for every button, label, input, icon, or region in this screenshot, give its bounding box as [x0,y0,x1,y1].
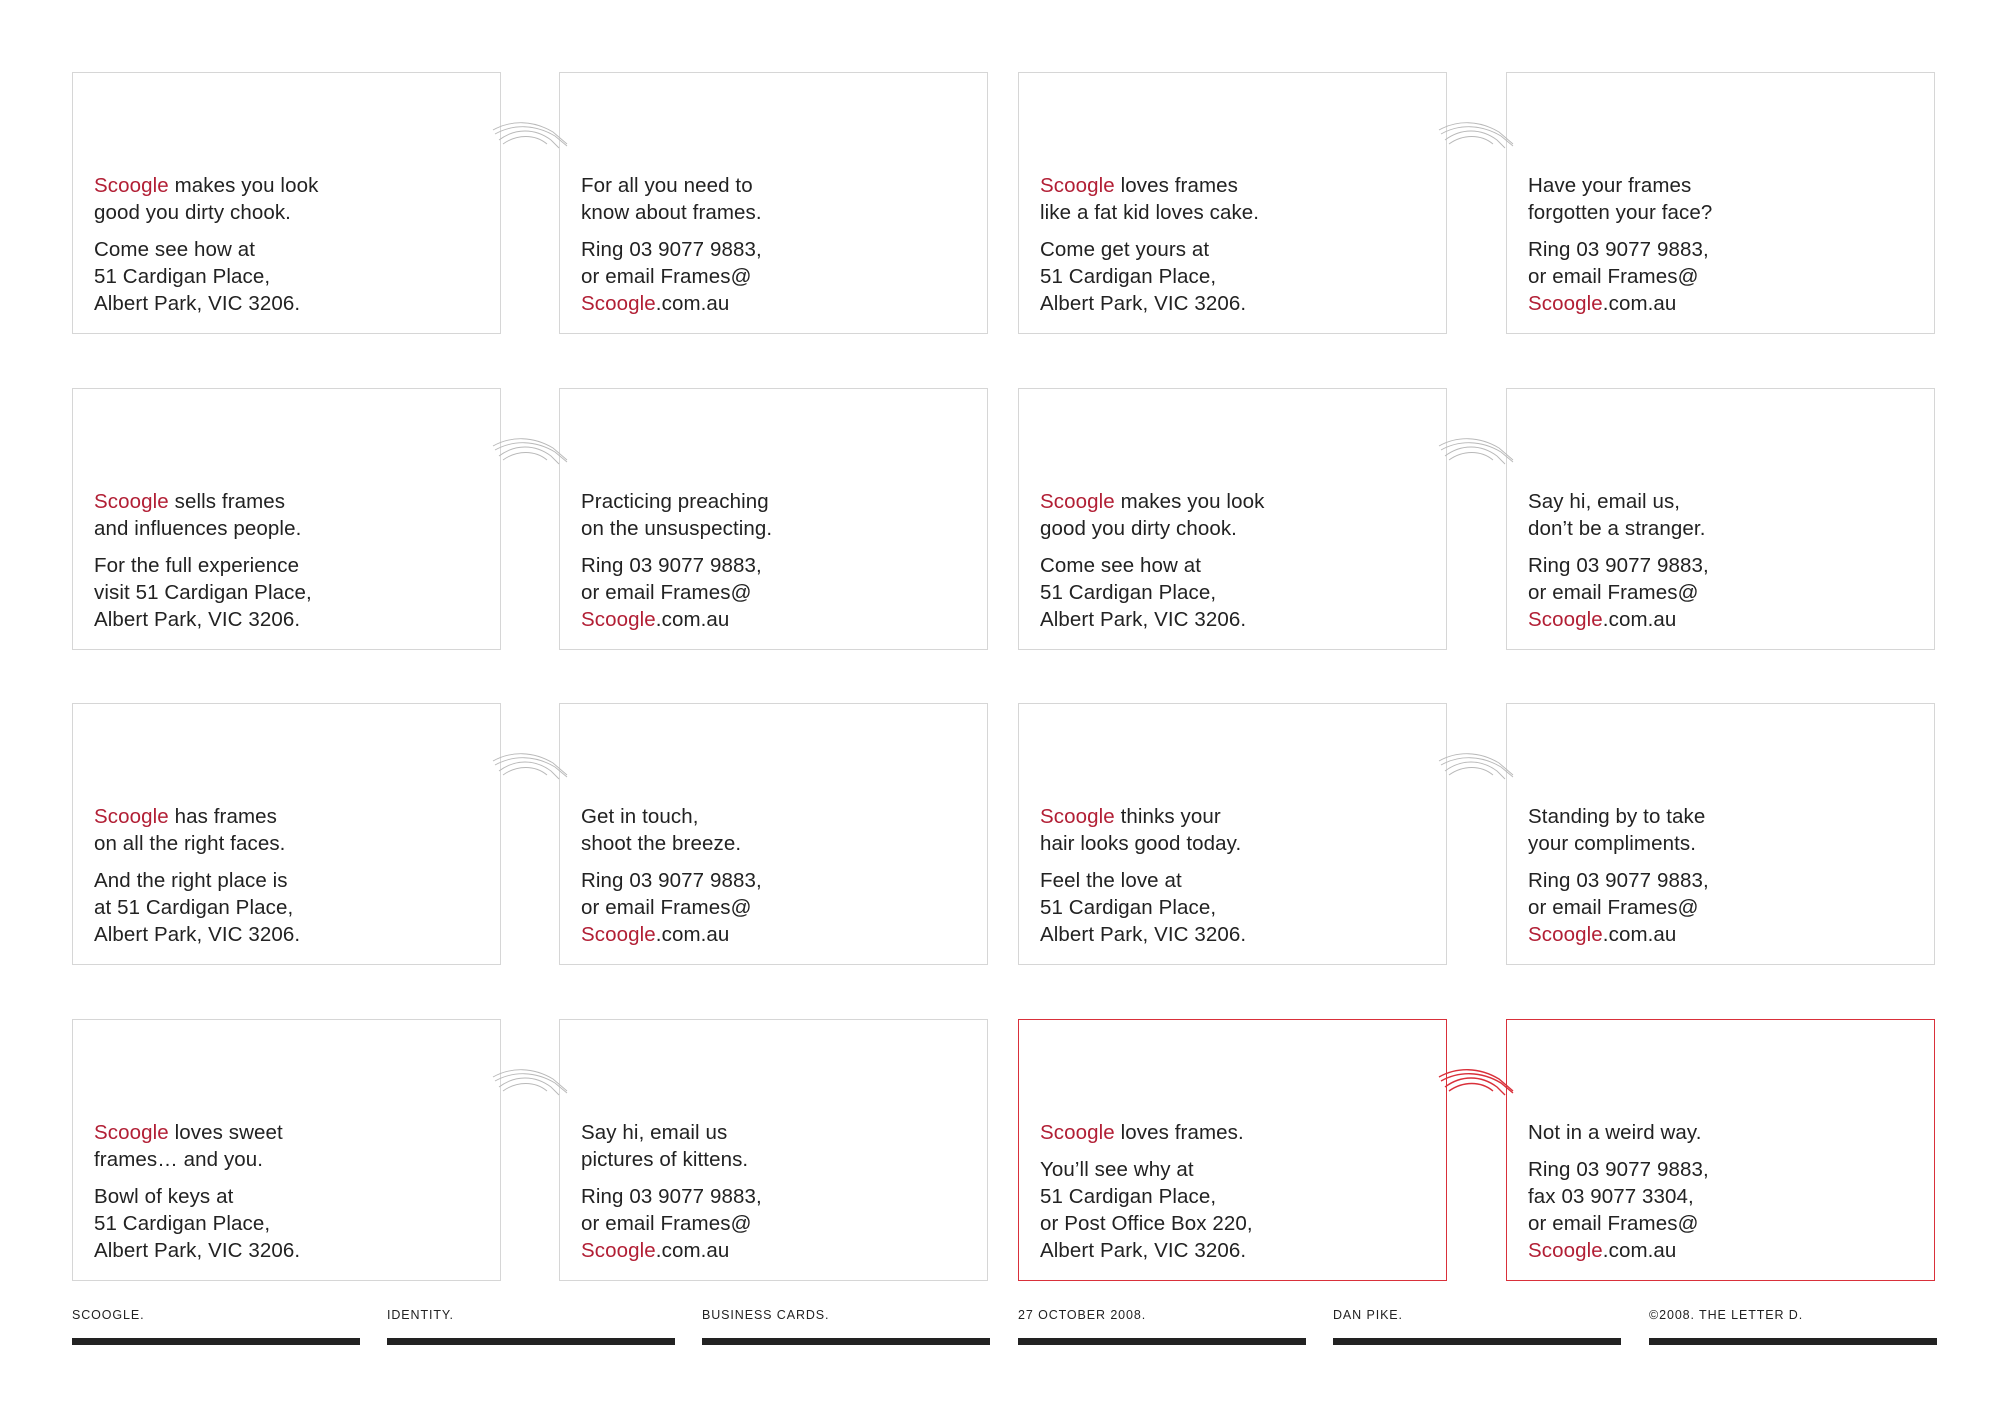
contact-line [1040,921,1438,948]
contact-line-text: 51 Cardigan Place, [94,265,271,288]
contact-line-text: visit 51 Cardigan Place, [94,581,312,604]
contact-line-text: 51 Cardigan Place, [1040,896,1217,919]
contact-line-text: fax 03 9077 3304, [1528,1185,1694,1208]
contact-line [94,1183,492,1210]
contact-line [94,921,492,948]
contact-line-text: Ring 03 9077 9883, [1528,554,1709,577]
business-card [1018,1019,1447,1281]
contact-line [94,867,492,894]
headline-text: sells frames [168,490,286,513]
card-headline [1040,1119,1438,1146]
email-domain-line [581,921,979,948]
card-headline [1528,488,1926,542]
headline-text: good you dirty chook. [1040,517,1237,540]
email-domain-line [581,1237,979,1264]
contact-line-text: or email Frames@ [581,896,752,919]
headline-text: Have your frames [1528,174,1692,197]
glasses-fold-mark-icon [1437,434,1517,468]
contact-line-text: at 51 Cardigan Place, [94,896,294,919]
card-contact [1528,236,1926,317]
headline-line [581,803,979,830]
footer-item [1333,1308,1621,1345]
headline-line [1528,172,1926,199]
headline-line [1040,1119,1438,1146]
contact-line [94,1237,492,1264]
brand-wordmark: Scoogle [1528,1239,1603,1262]
email-suffix: .com.au [655,608,730,631]
footer-label: SCOOGLE. [72,1308,145,1322]
contact-line [1040,1210,1438,1237]
contact-line [1528,894,1926,921]
footer-item [72,1308,360,1345]
card-copy [1040,1119,1438,1274]
card-contact [581,552,979,633]
contact-line [1040,236,1438,263]
business-card [559,72,988,334]
contact-line-text: Albert Park, VIC 3206. [94,608,301,631]
headline-text: For all you need to [581,174,753,197]
brand-wordmark: Scoogle [1040,490,1115,513]
headline-text: Say hi, email us [581,1121,728,1144]
headline-line [1040,830,1438,857]
business-card [72,1019,501,1281]
headline-line [1528,830,1926,857]
footer-rule [72,1338,360,1345]
headline-line [94,830,492,857]
headline-text: Say hi, email us, [1528,490,1681,513]
card-contact [581,1183,979,1264]
card-copy [94,172,492,327]
brand-wordmark: Scoogle [581,1239,656,1262]
headline-text: makes you look [1114,490,1265,513]
headline-text: thinks your [1114,805,1221,828]
contact-line [581,1183,979,1210]
card-copy [1040,488,1438,643]
email-suffix: .com.au [1602,923,1677,946]
email-domain-line [1528,921,1926,948]
contact-line-text: And the right place is [94,869,288,892]
card-headline [94,1119,492,1173]
contact-line-text: For the full experience [94,554,300,577]
headline-line [1040,803,1438,830]
card-contact [581,236,979,317]
contact-line [94,579,492,606]
card-headline [581,172,979,226]
glasses-fold-mark-icon [1437,118,1517,152]
card-headline [581,1119,979,1173]
headline-line [94,515,492,542]
headline-line [581,1119,979,1146]
glasses-fold-mark-icon [1437,749,1517,783]
footer-rule [1649,1338,1937,1345]
card-contact [94,552,492,633]
business-card [1018,703,1447,965]
brand-wordmark: Scoogle [94,805,169,828]
headline-text: hair looks good today. [1040,832,1242,855]
email-suffix: .com.au [655,292,730,315]
business-card [72,72,501,334]
contact-line [1040,1237,1438,1264]
contact-line-text: Come see how at [94,238,256,261]
contact-line-text: or email Frames@ [1528,265,1699,288]
footer-rule [387,1338,675,1345]
footer-rule [1018,1338,1306,1345]
brand-wordmark: Scoogle [581,292,656,315]
headline-text: Not in a weird way. [1528,1121,1702,1144]
contact-line-text: or email Frames@ [581,581,752,604]
contact-line-text: 51 Cardigan Place, [1040,581,1217,604]
contact-line-text: Albert Park, VIC 3206. [94,923,301,946]
card-headline [581,488,979,542]
contact-line-text: or email Frames@ [1528,1212,1699,1235]
brand-wordmark: Scoogle [1528,292,1603,315]
headline-text: Standing by to take [1528,805,1706,828]
headline-line [581,515,979,542]
contact-line-text: or Post Office Box 220, [1040,1212,1253,1235]
contact-line [94,290,492,317]
card-headline [581,803,979,857]
contact-line [1040,263,1438,290]
email-suffix: .com.au [1602,1239,1677,1262]
card-contact [1040,236,1438,317]
headline-line [1040,488,1438,515]
contact-line [1528,1156,1926,1183]
contact-line-text: or email Frames@ [581,1212,752,1235]
headline-line [1528,488,1926,515]
email-suffix: .com.au [1602,292,1677,315]
headline-line [94,1119,492,1146]
contact-line-text: Albert Park, VIC 3206. [1040,292,1247,315]
contact-line-text: Ring 03 9077 9883, [581,1185,762,1208]
business-card [72,703,501,965]
brand-wordmark: Scoogle [1528,923,1603,946]
glasses-fold-mark-icon [491,434,571,468]
card-copy [1528,803,1926,958]
card-contact [581,867,979,948]
brand-wordmark: Scoogle [94,1121,169,1144]
brand-wordmark: Scoogle [1528,608,1603,631]
business-card [1506,388,1935,650]
card-headline [1040,172,1438,226]
card-contact [94,236,492,317]
contact-line-text: Ring 03 9077 9883, [1528,1158,1709,1181]
headline-text: on the unsuspecting. [581,517,773,540]
card-copy [94,803,492,958]
brand-wordmark: Scoogle [1040,174,1115,197]
contact-line [1528,263,1926,290]
card-copy [581,803,979,958]
card-headline [94,488,492,542]
headline-line [94,1146,492,1173]
contact-line-text: You’ll see why at [1040,1158,1194,1181]
contact-line [1040,606,1438,633]
contact-line [94,552,492,579]
card-headline [1040,488,1438,542]
contact-line [581,579,979,606]
contact-line [1528,867,1926,894]
card-contact [1528,867,1926,948]
business-card [559,703,988,965]
headline-text: Practicing preaching [581,490,769,513]
headline-line [1040,199,1438,226]
business-card [559,388,988,650]
footer-rule [1333,1338,1621,1345]
headline-line [1528,199,1926,226]
card-copy [94,1119,492,1274]
card-copy [581,488,979,643]
headline-text: loves sweet [168,1121,283,1144]
contact-line [1528,552,1926,579]
footer-label: BUSINESS CARDS. [702,1308,830,1322]
email-domain-line [1528,606,1926,633]
glasses-fold-mark-icon [1437,1065,1517,1099]
brand-wordmark: Scoogle [94,490,169,513]
brand-wordmark: Scoogle [1040,1121,1115,1144]
contact-line [1040,290,1438,317]
headline-text: frames… and you. [94,1148,264,1171]
headline-line [581,199,979,226]
contact-line-text: Ring 03 9077 9883, [581,869,762,892]
contact-line [94,606,492,633]
headline-line [94,172,492,199]
headline-line [94,803,492,830]
brand-wordmark: Scoogle [581,608,656,631]
headline-text: good you dirty chook. [94,201,291,224]
contact-line [1040,1156,1438,1183]
card-contact [1040,867,1438,948]
brand-wordmark: Scoogle [581,923,656,946]
headline-text: on all the right faces. [94,832,286,855]
footer-label: DAN PIKE. [1333,1308,1403,1322]
contact-line [1040,552,1438,579]
card-copy [581,172,979,327]
card-headline [1528,172,1926,226]
card-copy [1040,803,1438,958]
headline-text: has frames [168,805,277,828]
contact-line-text: Ring 03 9077 9883, [581,238,762,261]
headline-text: loves frames. [1114,1121,1244,1144]
business-card [1018,388,1447,650]
contact-line-text: 51 Cardigan Place, [1040,265,1217,288]
contact-line [94,263,492,290]
contact-line [581,867,979,894]
contact-line-text: Albert Park, VIC 3206. [1040,923,1247,946]
glasses-fold-mark-icon [491,749,571,783]
contact-line-text: Ring 03 9077 9883, [1528,238,1709,261]
email-domain-line [581,606,979,633]
card-contact [94,1183,492,1264]
card-copy [1040,172,1438,327]
contact-line [1528,1183,1926,1210]
glasses-fold-mark-icon [491,118,571,152]
email-domain-line [581,290,979,317]
footer-rule [702,1338,990,1345]
contact-line [581,552,979,579]
footer-label: 27 OCTOBER 2008. [1018,1308,1147,1322]
headline-line [1040,172,1438,199]
card-headline [1040,803,1438,857]
headline-text: like a fat kid loves cake. [1040,201,1260,224]
contact-line [94,894,492,921]
card-contact [1040,1156,1438,1264]
brand-wordmark: Scoogle [94,174,169,197]
headline-line [94,199,492,226]
business-card [1506,703,1935,965]
card-copy [1528,488,1926,643]
card-copy [94,488,492,643]
business-card [72,388,501,650]
contact-line [1040,894,1438,921]
headline-text: and influences people. [94,517,302,540]
contact-line-text: Albert Park, VIC 3206. [94,1239,301,1262]
contact-line-text: or email Frames@ [581,265,752,288]
card-contact [1040,552,1438,633]
card-contact [1528,552,1926,633]
headline-line [581,488,979,515]
email-suffix: .com.au [655,923,730,946]
contact-line-text: Albert Park, VIC 3206. [94,292,301,315]
contact-line-text: Feel the love at [1040,869,1182,892]
card-headline [1528,803,1926,857]
headline-text: loves frames [1114,174,1238,197]
footer-item [387,1308,675,1345]
contact-line [1040,579,1438,606]
business-card [1506,72,1935,334]
headline-text: forgotten your face? [1528,201,1713,224]
footer-item [1018,1308,1306,1345]
card-copy [1528,1119,1926,1274]
contact-line-text: 51 Cardigan Place, [94,1212,271,1235]
card-headline [94,172,492,226]
headline-line [94,488,492,515]
contact-line-text: Albert Park, VIC 3206. [1040,1239,1247,1262]
headline-line [1528,803,1926,830]
contact-line-text: Albert Park, VIC 3206. [1040,608,1247,631]
card-headline [1528,1119,1926,1146]
headline-line [581,830,979,857]
headline-text: pictures of kittens. [581,1148,749,1171]
headline-text: don’t be a stranger. [1528,517,1706,540]
contact-line-text: Ring 03 9077 9883, [1528,869,1709,892]
footer-label: ©2008. THE LETTER D. [1649,1308,1804,1322]
headline-text: shoot the breeze. [581,832,742,855]
glasses-fold-mark-icon [491,1065,571,1099]
contact-line [581,236,979,263]
contact-line-text: Come see how at [1040,554,1202,577]
headline-text: your compliments. [1528,832,1697,855]
contact-line [581,263,979,290]
headline-text: know about frames. [581,201,762,224]
contact-line [1040,1183,1438,1210]
contact-line [1040,867,1438,894]
email-domain-line [1528,290,1926,317]
contact-line [1528,1210,1926,1237]
headline-line [1528,1119,1926,1146]
business-card [1018,72,1447,334]
headline-line [581,172,979,199]
footer-label: IDENTITY. [387,1308,454,1322]
footer-item [1649,1308,1937,1345]
headline-text: Get in touch, [581,805,699,828]
contact-line-text: or email Frames@ [1528,581,1699,604]
headline-text: makes you look [168,174,319,197]
contact-line-text: Come get yours at [1040,238,1210,261]
footer-item [702,1308,990,1345]
card-copy [581,1119,979,1274]
brand-wordmark: Scoogle [1040,805,1115,828]
email-suffix: .com.au [1602,608,1677,631]
headline-line [581,1146,979,1173]
headline-line [1040,515,1438,542]
contact-line [94,236,492,263]
card-headline [94,803,492,857]
contact-line-text: Ring 03 9077 9883, [581,554,762,577]
email-domain-line [1528,1237,1926,1264]
contact-line [581,1210,979,1237]
card-copy [1528,172,1926,327]
business-card [1506,1019,1935,1281]
contact-line-text: 51 Cardigan Place, [1040,1185,1217,1208]
contact-line [94,1210,492,1237]
contact-line [1528,579,1926,606]
contact-line-text: or email Frames@ [1528,896,1699,919]
contact-line [581,894,979,921]
contact-line-text: Bowl of keys at [94,1185,234,1208]
headline-line [1528,515,1926,542]
card-contact [1528,1156,1926,1264]
contact-line [1528,236,1926,263]
business-card [559,1019,988,1281]
card-contact [94,867,492,948]
email-suffix: .com.au [655,1239,730,1262]
